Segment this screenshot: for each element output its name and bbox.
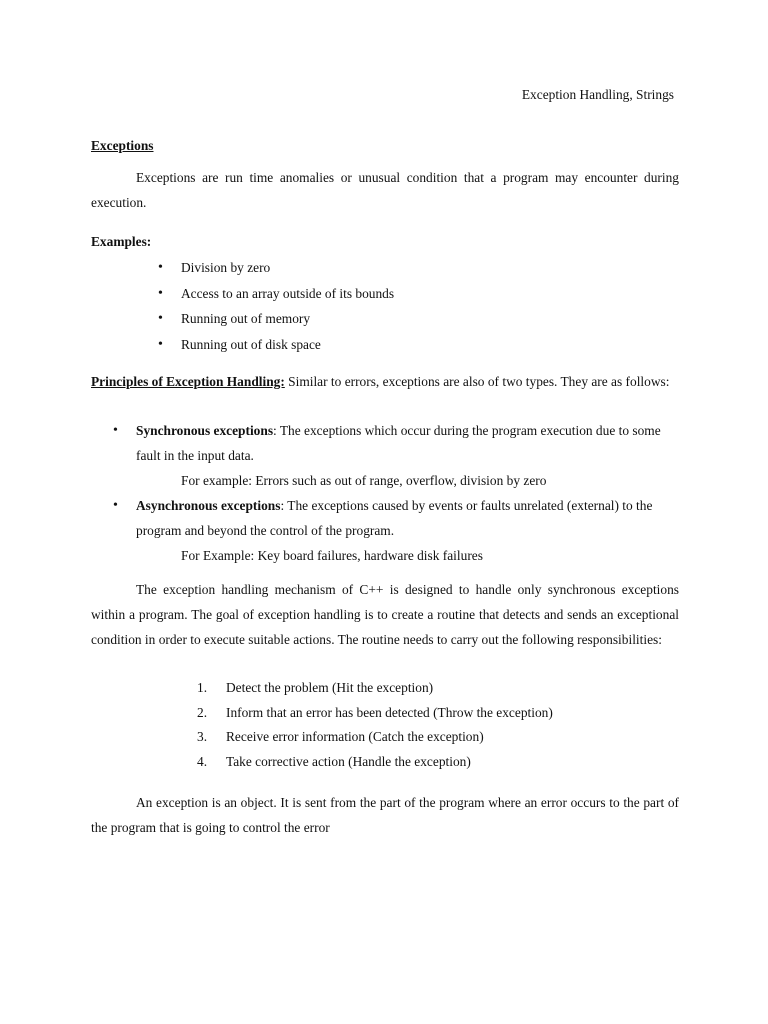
exception-types-list — [91, 418, 679, 568]
examples-list — [0, 255, 394, 357]
type-description: : The exceptions which occur during the program execution due to some fault in the input data. — [136, 423, 661, 463]
list-item: • Access to an array outside of its bounds — [0, 281, 394, 307]
principles-heading: Principles of Exception Handling: — [91, 374, 285, 389]
list-item: • Running out of memory — [0, 306, 394, 332]
exception-type-item — [91, 493, 679, 568]
list-item — [0, 749, 553, 774]
type-description: : The exceptions caused by events or faults unrelated (external) to the program and beyond the control of the program. — [136, 498, 653, 538]
exception-type-item — [91, 418, 679, 493]
list-item — [0, 675, 553, 700]
exceptions-heading: Exceptions — [91, 138, 154, 153]
step-number: 3. — [197, 729, 208, 744]
step-text: Inform that an error has been detected (Throw the exception) — [226, 704, 553, 720]
type-example: For example: Errors such as out of range, overflow, division by zero — [181, 473, 547, 488]
step-number: 1. — [197, 680, 208, 695]
exceptions-intro: Exceptions are run time anomalies or unusual condition that a program may encounter during execution. — [91, 170, 679, 210]
examples-label: Examples: — [91, 234, 152, 249]
principles-paragraph — [91, 369, 679, 394]
list-item — [0, 700, 553, 725]
closing-paragraph: An exception is an object. It is sent from the part of the program where an error occurs to the part of the program that is going to control the error — [91, 795, 679, 835]
step-text: Detect the problem (Hit the exception) — [226, 680, 434, 695]
responsibilities-list — [0, 675, 553, 773]
header-title: Exception Handling, Strings — [521, 87, 674, 102]
step-text: Take corrective action (Handle the exception) — [226, 753, 471, 769]
type-example: For Example: Key board failures, hardware disk failures — [181, 548, 483, 563]
mechanism-paragraph: The exception handling mechanism of C++ is designed to handle only synchronous exceptions within a program. The goal of exception handling is to create a routine that detects and sends an exceptional condition in order to execute suitable actions. The routine needs to carry out the following responsibilities: — [91, 582, 679, 647]
type-name: Synchronous exceptions — [136, 423, 274, 438]
step-number: 4. — [197, 753, 208, 769]
list-item: • Division by zero — [0, 255, 394, 281]
step-number: 2. — [197, 704, 208, 720]
list-item: • Running out of disk space — [0, 332, 394, 358]
step-text: Receive error information (Catch the exception) — [226, 729, 484, 744]
type-name: Asynchronous exceptions — [136, 498, 281, 513]
list-item — [0, 724, 553, 749]
principles-intro: Similar to errors, exceptions are also of two types. They are as follows: — [284, 374, 670, 389]
